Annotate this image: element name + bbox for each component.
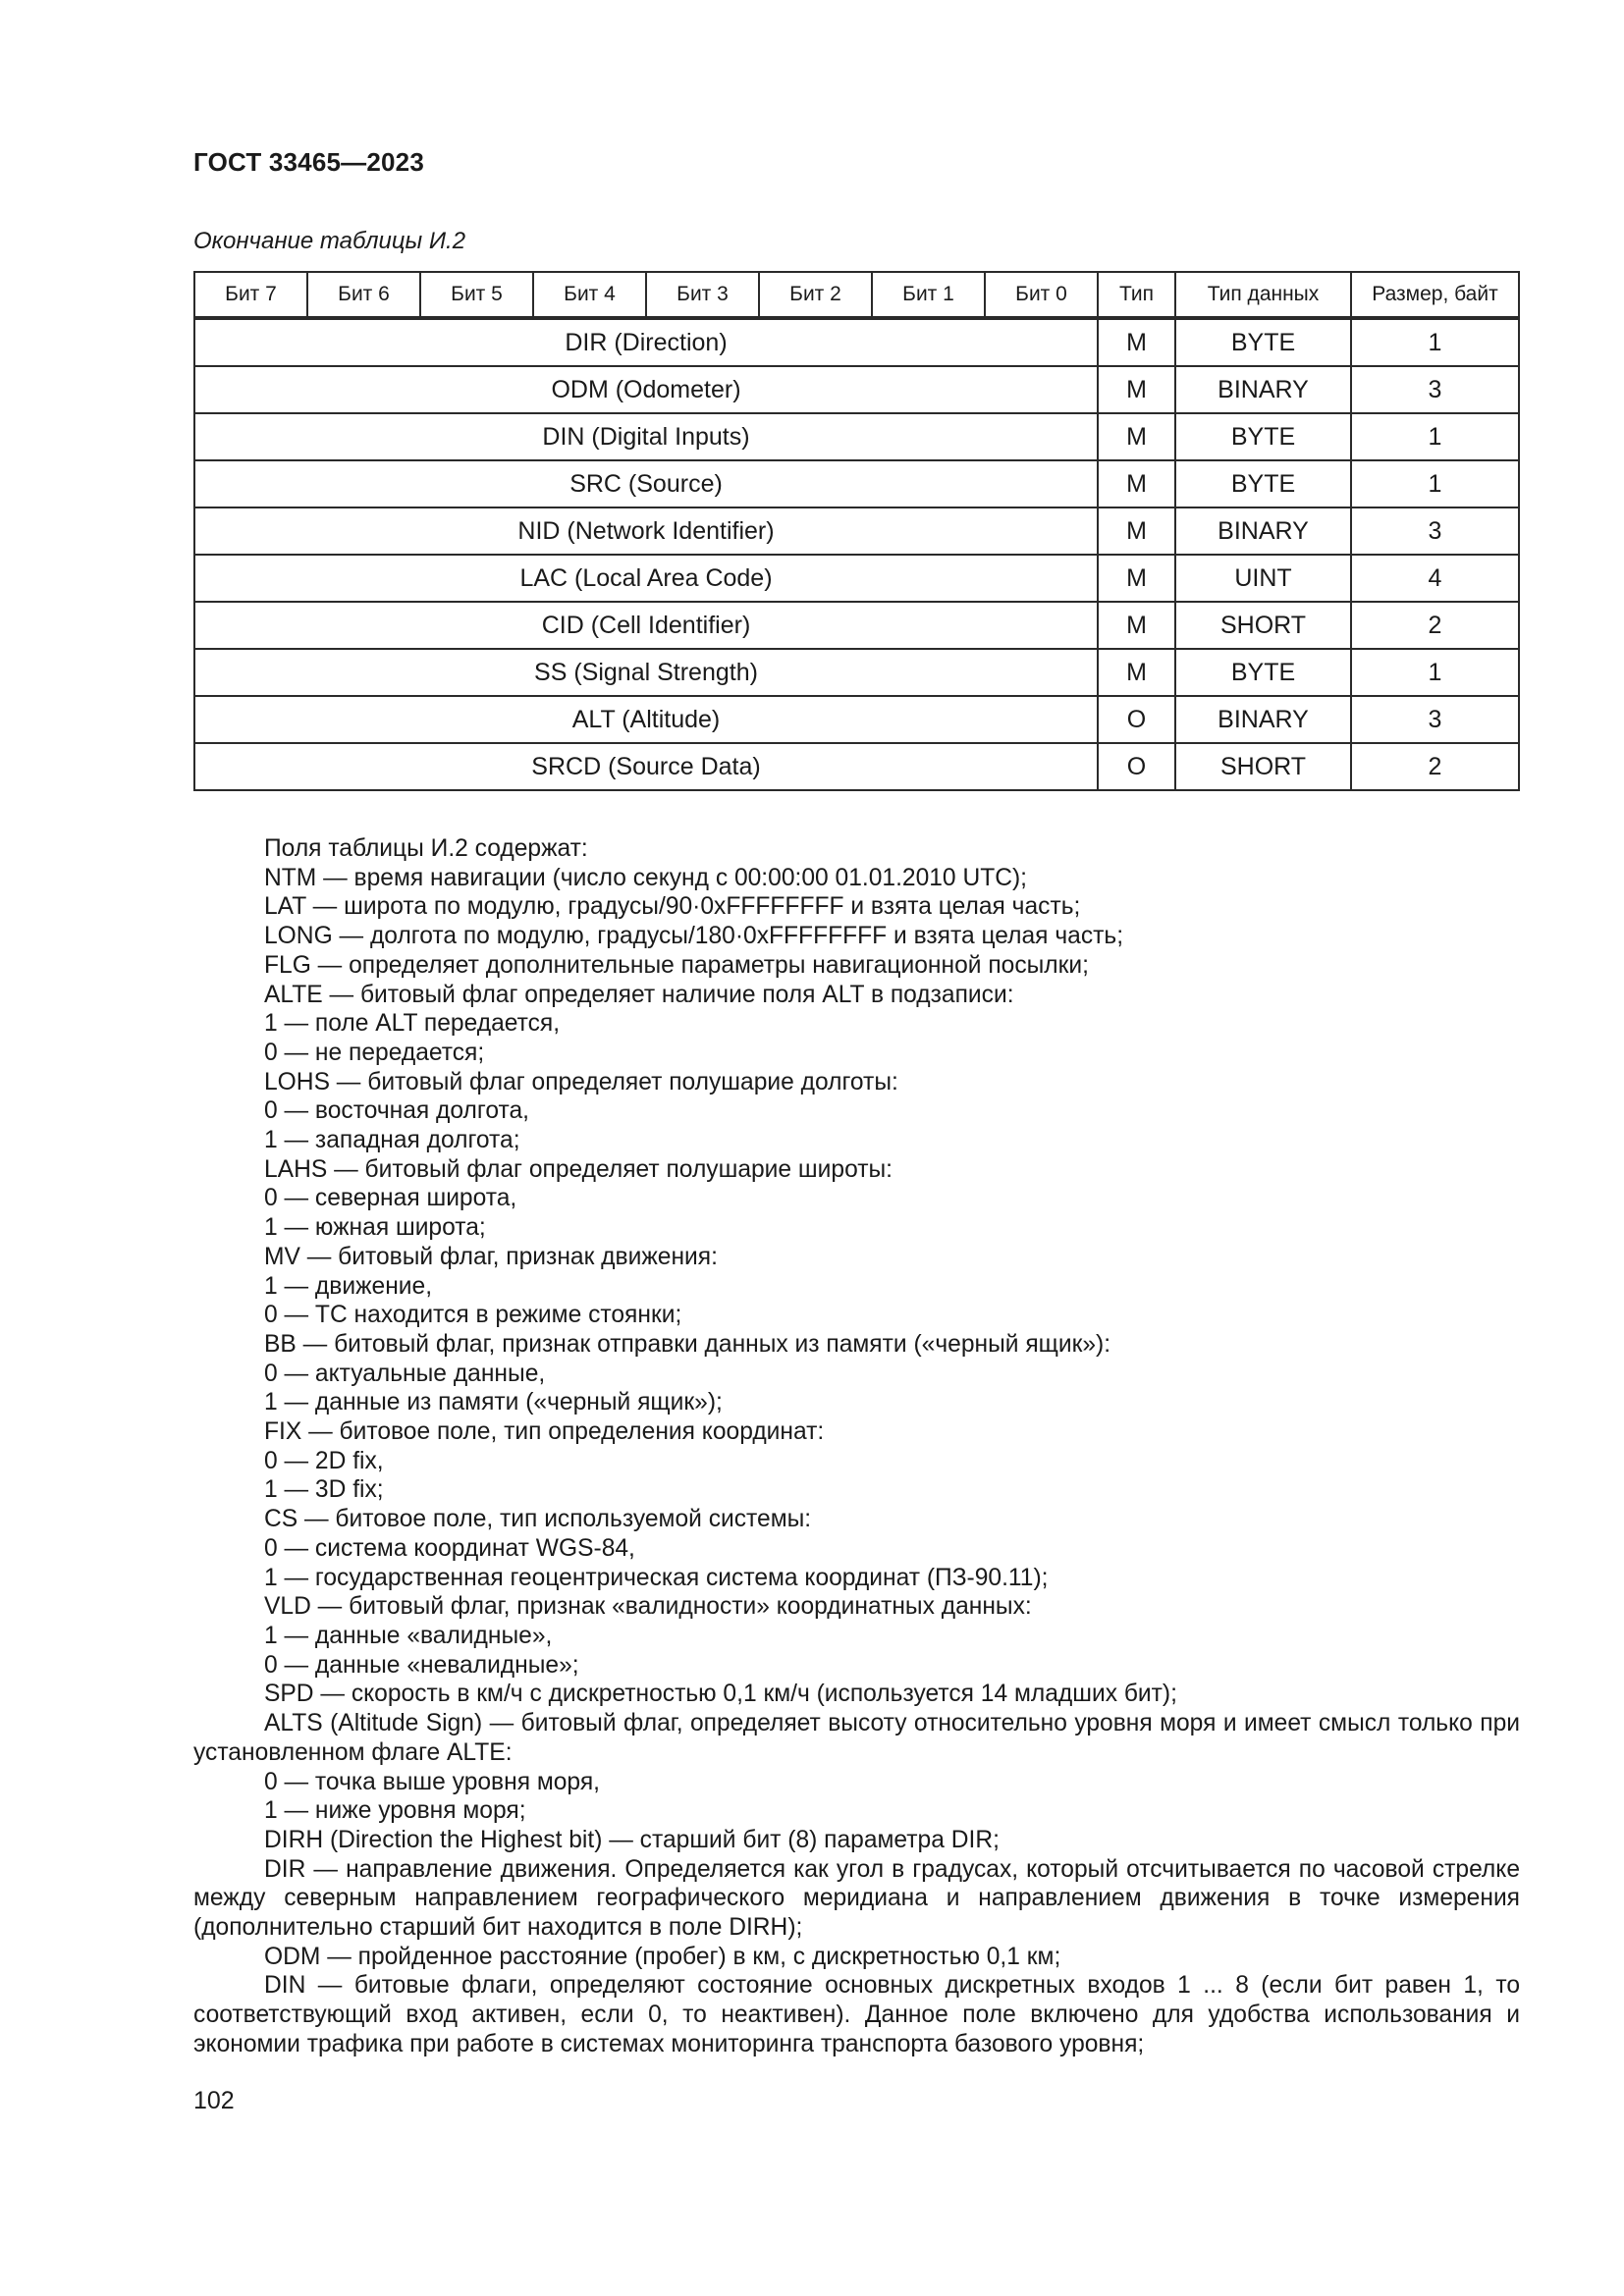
field-name-cell: ODM (Odometer) bbox=[194, 366, 1098, 413]
description-line: 0 — ТС находится в режиме стоянки; bbox=[264, 1302, 682, 1329]
column-header: Бит 1 bbox=[872, 272, 985, 318]
field-name-cell: SRC (Source) bbox=[194, 460, 1098, 507]
type-cell: M bbox=[1098, 413, 1175, 460]
table-header-row bbox=[194, 272, 1519, 318]
size-cell: 4 bbox=[1351, 555, 1519, 602]
type-cell: O bbox=[1098, 743, 1175, 790]
data-type-cell: BINARY bbox=[1175, 696, 1351, 743]
size-cell: 3 bbox=[1351, 507, 1519, 555]
description-line: VLD — битовый флаг, признак «валидности» координатных данных: bbox=[264, 1593, 1032, 1621]
type-cell: M bbox=[1098, 366, 1175, 413]
description-line: ODM — пройденное расстояние (пробег) в км, с дискретностью 0,1 км; bbox=[264, 1943, 1061, 1970]
description-line: 0 — не передается; bbox=[264, 1039, 485, 1066]
description-line: 1 — данные «валидные», bbox=[264, 1622, 553, 1649]
table-row bbox=[194, 366, 1519, 413]
data-type-cell: SHORT bbox=[1175, 743, 1351, 790]
page-number: 102 bbox=[193, 2087, 235, 2114]
description-line: 1 — движение, bbox=[264, 1272, 433, 1300]
data-type-cell: UINT bbox=[1175, 555, 1351, 602]
description-line: LAHS — битовый флаг определяет полушарие широты: bbox=[264, 1155, 893, 1183]
field-name-cell: SS (Signal Strength) bbox=[194, 649, 1098, 696]
data-type-cell: BYTE bbox=[1175, 318, 1351, 366]
description-paragraph: ALTS (Altitude Sign) — битовый флаг, определяет высоту относительно уровня моря и имеет смысл только при установленном флаге ALTE: bbox=[193, 1710, 1520, 1766]
description-line: 0 — точка выше уровня моря, bbox=[264, 1768, 600, 1795]
document-header: ГОСТ 33465—2023 bbox=[193, 147, 424, 177]
table-row bbox=[194, 555, 1519, 602]
description-line: FLG — определяет дополнительные параметры навигационной посылки; bbox=[264, 951, 1089, 979]
table-row bbox=[194, 507, 1519, 555]
column-header: Бит 7 bbox=[194, 272, 307, 318]
type-cell: M bbox=[1098, 507, 1175, 555]
description-line: 1 — данные из памяти («черный ящик»); bbox=[264, 1389, 723, 1416]
column-header: Бит 5 bbox=[420, 272, 533, 318]
data-type-cell: BINARY bbox=[1175, 507, 1351, 555]
size-cell: 2 bbox=[1351, 602, 1519, 649]
type-cell: M bbox=[1098, 460, 1175, 507]
table-body bbox=[194, 318, 1519, 790]
size-cell: 1 bbox=[1351, 460, 1519, 507]
size-cell: 1 bbox=[1351, 649, 1519, 696]
field-name-cell: DIR (Direction) bbox=[194, 318, 1098, 366]
size-cell: 1 bbox=[1351, 413, 1519, 460]
description-line: 1 — южная широта; bbox=[264, 1214, 486, 1242]
description-line: MV — битовый флаг, признак движения: bbox=[264, 1243, 718, 1270]
column-header: Бит 3 bbox=[646, 272, 759, 318]
field-descriptions bbox=[193, 834, 1520, 2059]
table-caption: Окончание таблицы И.2 bbox=[193, 228, 466, 254]
data-type-cell: SHORT bbox=[1175, 602, 1351, 649]
data-type-cell: BYTE bbox=[1175, 413, 1351, 460]
description-line: SPD — скорость в км/ч с дискретностью 0,1 км/ч (используется 14 младших бит); bbox=[264, 1681, 1177, 1708]
column-header: Бит 2 bbox=[759, 272, 872, 318]
table-row bbox=[194, 460, 1519, 507]
description-line: 1 — государственная геоцентрическая система координат (ПЗ-90.11); bbox=[264, 1564, 1049, 1591]
description-line: FIX — битовое поле, тип определения координат: bbox=[264, 1418, 825, 1446]
field-name-cell: CID (Cell Identifier) bbox=[194, 602, 1098, 649]
size-cell: 2 bbox=[1351, 743, 1519, 790]
description-line: 1 — поле ALT передается, bbox=[264, 1010, 561, 1038]
description-line: LOHS — битовый флаг определяет полушарие долготы: bbox=[264, 1068, 898, 1095]
description-line: 0 — восточная долгота, bbox=[264, 1097, 529, 1125]
data-type-cell: BINARY bbox=[1175, 366, 1351, 413]
description-line: LONG — долгота по модулю, градусы/180·0xFFFFFFFF и взята целая часть; bbox=[264, 923, 1124, 950]
table-row bbox=[194, 413, 1519, 460]
description-line: 0 — 2D fix, bbox=[264, 1447, 384, 1474]
column-header: Тип данных bbox=[1175, 272, 1351, 318]
type-cell: M bbox=[1098, 555, 1175, 602]
description-line: 0 — актуальные данные, bbox=[264, 1360, 546, 1387]
column-header: Тип bbox=[1098, 272, 1175, 318]
description-line: BB — битовый флаг, признак отправки данных из памяти («черный ящик»): bbox=[264, 1330, 1111, 1358]
size-cell: 3 bbox=[1351, 366, 1519, 413]
table-row bbox=[194, 318, 1519, 366]
type-cell: O bbox=[1098, 696, 1175, 743]
table-row bbox=[194, 649, 1519, 696]
description-line: NTM — время навигации (число секунд с 00:00:00 01.01.2010 UTC); bbox=[264, 864, 1028, 891]
field-name-cell: SRCD (Source Data) bbox=[194, 743, 1098, 790]
description-line: CS — битовое поле, тип используемой системы: bbox=[264, 1506, 812, 1533]
data-type-cell: BYTE bbox=[1175, 649, 1351, 696]
column-header: Бит 0 bbox=[985, 272, 1098, 318]
field-name-cell: DIN (Digital Inputs) bbox=[194, 413, 1098, 460]
field-name-cell: NID (Network Identifier) bbox=[194, 507, 1098, 555]
table-row bbox=[194, 743, 1519, 790]
description-line: ALTE — битовый флаг определяет наличие поля ALT в подзаписи: bbox=[264, 981, 1014, 1008]
description-line: 1 — ниже уровня моря; bbox=[264, 1797, 526, 1825]
field-name-cell: LAC (Local Area Code) bbox=[194, 555, 1098, 602]
type-cell: M bbox=[1098, 649, 1175, 696]
description-line: 0 — данные «невалидные»; bbox=[264, 1651, 579, 1679]
description-line: 0 — система координат WGS-84, bbox=[264, 1534, 635, 1562]
type-cell: M bbox=[1098, 602, 1175, 649]
description-paragraph: DIN — битовые флаги, определяют состояние основных дискретных входов 1 ... 8 (если бит равен 1, то соответствующий вход активен, если 0, то неактивен). Данное поле включено для удобства использования и экономии трафика при работе в системах мониторинга транспорта базового уровня; bbox=[193, 1972, 1520, 2057]
description-line: 1 — западная долгота; bbox=[264, 1127, 520, 1154]
column-header: Бит 4 bbox=[533, 272, 646, 318]
size-cell: 3 bbox=[1351, 696, 1519, 743]
description-line: 1 — 3D fix; bbox=[264, 1476, 384, 1504]
description-line: DIRH (Direction the Highest bit) — старший бит (8) параметра DIR; bbox=[264, 1826, 1000, 1853]
record-fields-table bbox=[193, 271, 1520, 791]
description-line: 0 — северная широта, bbox=[264, 1185, 517, 1212]
size-cell: 1 bbox=[1351, 318, 1519, 366]
description-line: Поля таблицы И.2 содержат: bbox=[264, 835, 588, 862]
description-line: LAT — широта по модулю, градусы/90·0xFFFFFFFF и взята целая часть; bbox=[264, 893, 1081, 921]
column-header: Размер, байт bbox=[1351, 272, 1519, 318]
field-name-cell: ALT (Altitude) bbox=[194, 696, 1098, 743]
table-row bbox=[194, 602, 1519, 649]
column-header: Бит 6 bbox=[307, 272, 420, 318]
data-type-cell: BYTE bbox=[1175, 460, 1351, 507]
type-cell: M bbox=[1098, 318, 1175, 366]
table-row bbox=[194, 696, 1519, 743]
description-paragraph: DIR — направление движения. Определяется как угол в градусах, который отсчитывается по часовой стрелке между северным направлением географического меридиана и направлением движения в точке измерения (дополнительно старший бит находится в поле DIRH); bbox=[193, 1855, 1520, 1942]
